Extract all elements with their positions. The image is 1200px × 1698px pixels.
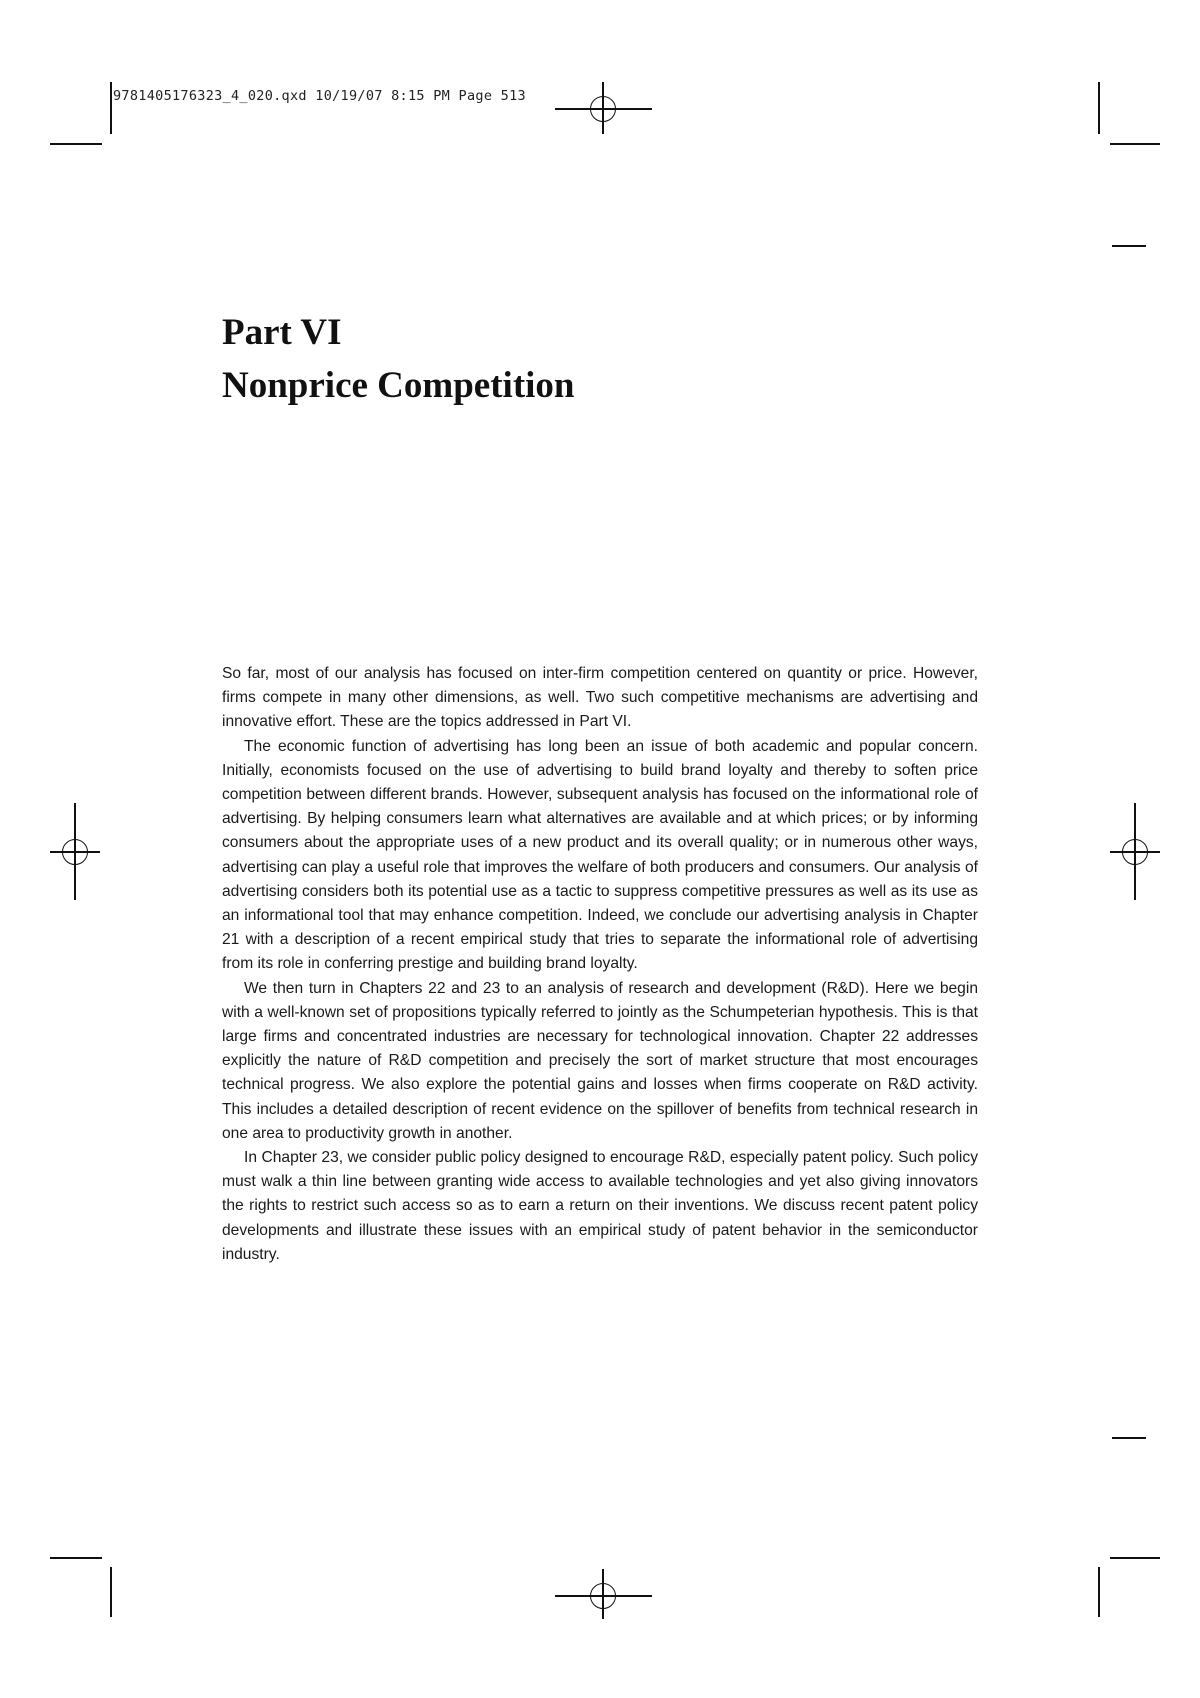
part-introduction xyxy=(222,662,978,1267)
crop-mark xyxy=(110,82,112,134)
paragraph: The economic function of advertising has long been an issue of both academic and popular concern. Initially, economists focused on the use of advertising to build brand loyalty and thereby to soften price competition between different brands. However, subsequent analysis has focused on the informational role of advertising. By helping consumers learn what alternatives are available and at which prices; or by informing consumers about the appropriate uses of a new product and its overall quality; or in numerous other ways, advertising can play a useful role that improves the welfare of both producers and consumers. Our analysis of advertising considers both its potential use as a tactic to suppress competitive pressures as well as its use as an informational tool that may enhance competition. Indeed, we conclude our advertising analysis in Chapter 21 with a description of a recent empirical study that tries to separate the informational role of advertising from its role in conferring prestige and building brand loyalty. xyxy=(222,737,978,973)
paragraph: So far, most of our analysis has focused on inter-firm competition centered on quantity or price. However, firms compete in many other dimensions, as well. Two such competitive mechanisms are advertising and innovative effort. These are the topics addressed in Part VI. xyxy=(222,665,978,731)
part-heading xyxy=(222,306,575,412)
crop-mark xyxy=(50,1557,102,1559)
crop-mark xyxy=(1098,82,1100,134)
part-number: Part VI xyxy=(222,312,342,353)
crop-mark xyxy=(110,1567,112,1617)
registration-mark-circle xyxy=(590,96,616,122)
trim-tick xyxy=(1112,245,1146,247)
print-slug: 9781405176323_4_020.qxd 10/19/07 8:15 PM Page 513 xyxy=(113,88,526,104)
paragraph: In Chapter 23, we consider public policy designed to encourage R&D, especially patent policy. Such policy must walk a thin line between granting wide access to available technologies and yet also giving innovators the rights to restrict such access so as to earn a return on their inventions. We discuss recent patent policy developments and illustrate these issues with an empirical study of patent behavior in the semiconductor industry. xyxy=(222,1149,978,1263)
crop-mark xyxy=(1110,143,1160,145)
crop-mark xyxy=(1110,1557,1160,1559)
trim-tick xyxy=(1112,1437,1146,1439)
crop-mark xyxy=(1098,1567,1100,1617)
registration-mark-circle xyxy=(1122,839,1148,865)
part-title: Nonprice Competition xyxy=(222,365,575,406)
paragraph: We then turn in Chapters 22 and 23 to an analysis of research and development (R&D). Here we begin with a well-known set of propositions typically referred to jointly as the Schumpeterian hypothesis. This is that large firms and concentrated industries are necessary for technological innovation. Chapter 22 addresses explicitly the nature of R&D competition and precisely the sort of market structure that most encourages technical progress. We also explore the potential gains and losses when firms cooperate on R&D activity. This includes a detailed description of recent evidence on the spillover of benefits from technical research in one area to productivity growth in another. xyxy=(222,979,978,1142)
registration-mark-circle xyxy=(590,1583,616,1609)
crop-mark xyxy=(50,143,102,145)
registration-mark-circle xyxy=(62,839,88,865)
